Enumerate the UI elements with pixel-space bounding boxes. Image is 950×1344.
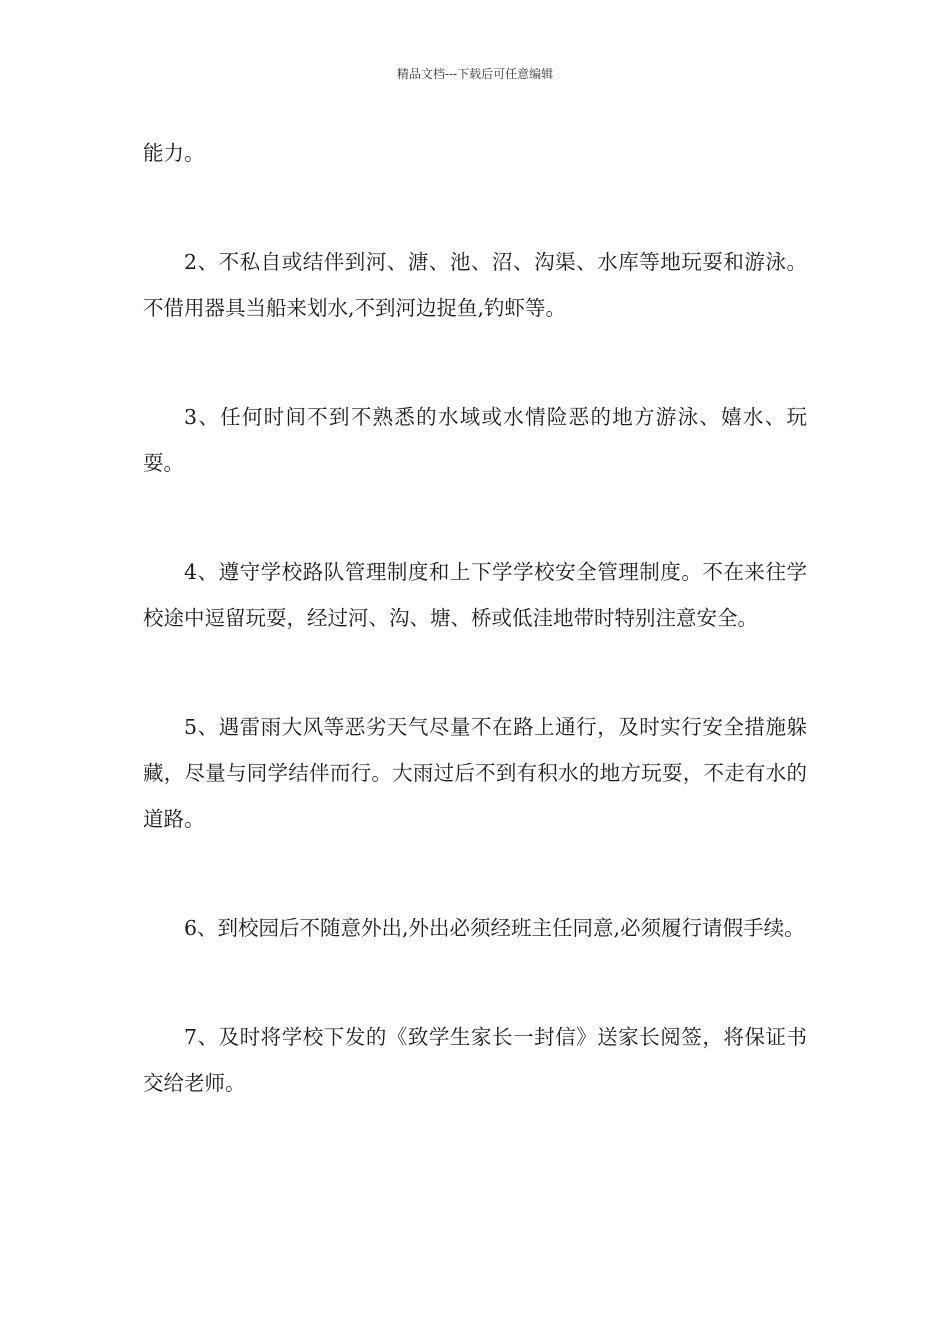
paragraph-item-7: 7、及时将学校下发的《致学生家长一封信》送家长阅签，将保证书交给老师。 — [143, 1025, 807, 1095]
paragraph-item-3: 3、任何时间不到不熟悉的水域或水情险恶的地方游泳、嬉水、玩耍。 — [143, 405, 807, 475]
paragraph-item-6: 6、到校园后不随意外出,外出必须经班主任同意,必须履行请假手续。 — [184, 916, 805, 940]
document-body — [143, 130, 807, 1169]
paragraph-continuation: 能力。 — [143, 141, 205, 165]
running-header: 精品文档---下载后可任意编辑 — [396, 67, 554, 81]
paragraph-item-2: 2、不私自或结伴到河、溏、池、沼、沟渠、水库等地玩耍和游泳。不借用器具当船来划水,不到河边捉鱼,钓虾等。 — [143, 250, 807, 320]
paragraph-item-5: 5、遇雷雨大风等恶劣天气尽量不在路上通行，及时实行安全措施躲藏，尽量与同学结伴而行。大雨过后不到有积水的地方玩耍，不走有水的道路。 — [143, 715, 807, 831]
paragraph-item-4: 4、遵守学校路队管理制度和上下学学校安全管理制度。不在来往学校途中逗留玩耍，经过河、沟、塘、桥或低洼地带时特别注意安全。 — [143, 560, 807, 630]
